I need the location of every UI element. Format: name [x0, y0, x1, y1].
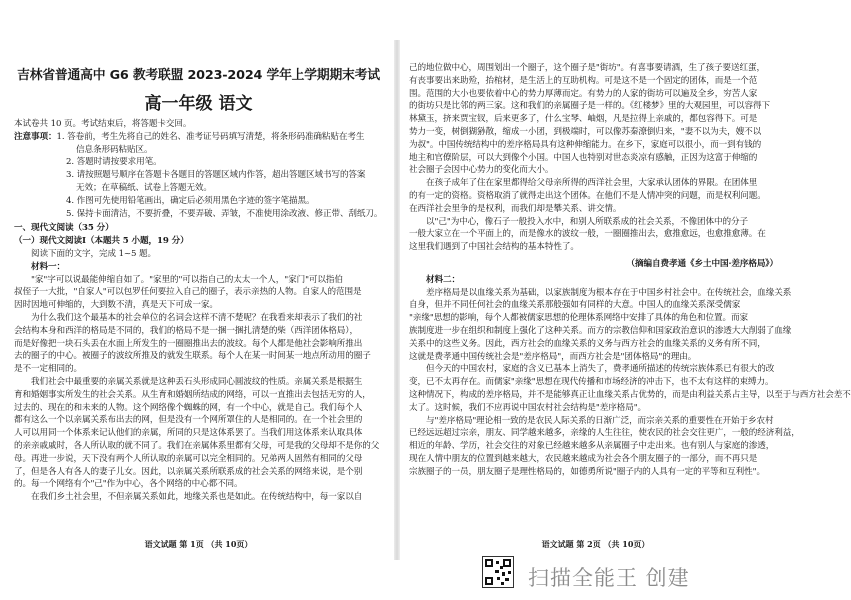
material-2-body — [409, 287, 851, 479]
passage-line: 一般大家立在一个平面上的，而是像水的波纹一般，一圈圈推出去，愈推愈远，也愈推愈薄。在 — [409, 229, 766, 240]
subsection-heading: （一）现代文阅读Ⅰ（本题共 5 小题，19 分） — [14, 236, 189, 247]
passage-line: 为叔"。中国传统结构中的差序格局具有这种伸缩能力。在乡下，家庭可以很小，而一到有钱的 — [409, 139, 762, 150]
note-item: 2. 答题时请按要求用笔。 — [66, 157, 162, 168]
passage-line: 因时因地可伸缩的，大到数不清，真是天下可成一家。 — [14, 300, 218, 311]
passage-line: 都有这么一个以亲属关系布出去的网，但是没有一个网所罩住的人是相同的。在一个社会里的 — [14, 415, 363, 426]
material-label: 材料二： — [426, 274, 460, 285]
passage-continued — [409, 62, 778, 177]
passage-line: 的有一定的资格。资格取消了就得走出这个团体。在他们不是人情冲突的问题，而是权利问题。 — [409, 190, 766, 201]
passage-line: 而是好像把一块石头丢在水面上所发生的一圈圈推出去的波纹。每个人都是他社会影响所推出 — [14, 338, 363, 349]
passage-line: 但今天的中国农村，家庭的含义已基本上消失了，费孝通所描述的传统宗族体系已有很大的改 — [426, 364, 775, 375]
passage-line: 过去的、现在的和未来的人物。这个网络像个蜘蛛的网，有一个中心，就是自己。我们每个人 — [14, 402, 363, 413]
reading-instruction: 阅读下面的文字，完成 1~5 题。 — [31, 248, 157, 259]
material-label: 材料一： — [31, 261, 65, 272]
passage-line: 已经远远超过宗亲，朋友、同学越来越多，亲缘的人生往往，使农民的社会交往更广，一般的经济利益， — [409, 428, 800, 439]
note-item: 无效；在草稿纸、试卷上答题无效。 — [76, 182, 212, 193]
passage-line: 变，已不太再存在。而儒家"亲缘"思想在现代传播和市场经济的冲击下，也不太有这样的束缚力。 — [409, 377, 774, 388]
passage-line: 母。再进一步说，天下没有两个人所认取的亲属可以完全相同的。兄弟两人固然有相同的父母 — [14, 453, 363, 464]
passage-line: 在西洋社会里争的是权利，而我们却是攀关系、讲交情。 — [409, 203, 622, 214]
passage-line: 社会圈子会因中心势力的变化而大小。 — [409, 165, 554, 176]
passage-line: 差序格局是以血缘关系为基础，以家族制度为根本存在于中国乡村社会中。在传统社会，血缘关系 — [426, 287, 792, 298]
passage-line: 会结构本身和西洋的格局是不同的，我们的格局不是一捆一捆扎清楚的柴（西洋团体格局）， — [14, 325, 358, 336]
passage-line: 以"己"为中心，像石子一般投入水中，和别人所联系成的社会关系，不像团体中的分子 — [426, 216, 748, 227]
passage-line: 在孩子成年了住在家里都得给父母亲所得的西洋社会里，大家承认团体的界限。在团体里 — [426, 178, 758, 189]
passage-line: 林黛玉，挤来贾宝钗，后来更多了，什么宝琴、岫烟，凡是拉得上亲戚的，都包容得下。可是 — [409, 114, 758, 125]
note-item: 4. 作图可先使用铅笔画出，确定后必须用黑色字迹的签字笔描黑。 — [66, 195, 315, 206]
note-item: 信息条形码粘贴区。 — [76, 144, 153, 155]
notes-label: 注意事项： — [14, 131, 57, 142]
passage-line: 了，但是各人有各人的妻子儿女。因此，以亲属关系所联系成的社会关系的网络来说，是个别 — [14, 466, 363, 477]
scanner-watermark: 扫描全能王 创建 — [528, 566, 690, 590]
note-item: 3. 请按照题号顺序在答题卡各题目的答题区域内作答，超出答题区域书写的答案 — [66, 170, 366, 181]
passage-line: 势力一变，树倒猢狲散，缩成一小团，到极端时，可以像苏秦潦倒归来，"妻不以为夫，嫂不以 — [409, 126, 762, 137]
left-page — [0, 0, 397, 600]
paragraph — [409, 216, 778, 254]
passage-line: 育和婚姻事实所发生的社会关系。从生育和婚姻所结成的网络，可以一直推出去包括无穷的人， — [14, 389, 371, 400]
passage-line: 的亲亲戚戚时，各人所认取的就不同了。我们在亲属体系里都有父母，可是我的父母却不是你的父 — [14, 440, 380, 451]
passage-line: 这就是费孝通中国传统社会是"差序格局"，而西方社会是"团体格局"的理由。 — [409, 351, 697, 362]
passage-line: 己的地位做中心，周围划出一个圈子，这个圈子是"街坊"。有喜事要请酒，生了孩子要送红蛋， — [409, 63, 765, 73]
passage-line: 人可以用同一个体系来记认他们的亲属，所同的只是这体系罢了。当我们用这体系来认取具体 — [14, 428, 363, 439]
passage-line: 族制度进一步在组织和制度上强化了这种关系。而方的宗教信仰和国家政治意识的渗透大大削弱了血缘 — [409, 325, 792, 336]
passage-line: 去的圈子的中心。被圈子的波纹所推及的就发生联系。每个人在某一时间某一地点所动用的圈子 — [14, 351, 371, 362]
source-citation: （摘编自费孝通《乡土中国·差序格局》） — [626, 258, 778, 269]
passage-body — [14, 274, 383, 504]
passage-line: 叔侄子一大批，"自家人"可以包罗任何要拉入自己的圈子，表示亲热的人物。自家人的范围是 — [14, 287, 362, 298]
passage-line: 宗族圈子的一员，朋友圈子是理性格局的，如德勇所说"圈子内的人具有一定的平等和互利性"。 — [409, 466, 765, 477]
page-footer: 语文试题 第 1页 （共 10页） — [144, 539, 253, 549]
passage-line: 自身，但并不同任何社会的血缘关系那般强如有同样的大意。中国人的血缘关系深受儒家 — [409, 300, 741, 311]
passage-line: 太了。这时候，我们不应再说中国农村社会结构是"差序格局"。 — [409, 402, 647, 413]
grade-title: 高一年级 语文 — [144, 94, 253, 114]
passage-line: 地主和官僚阶层，可以大到像个小国。中国人也特别对世态炎凉有感触，正因为这富于伸缩的 — [409, 152, 758, 163]
passage-line: 的街坊只是比邻的两三家。这和我们的亲属圈子是一样的。《红楼梦》里的大观园里，可以容得下 — [409, 101, 770, 112]
exam-title: 吉林省普通高中 G6 教考联盟 2023-2024 学年上学期期末考试 — [17, 68, 380, 83]
note-item: 1. 答卷前，考生先将自己的姓名、准考证号码填写清楚，将条形码准确粘贴在考生 — [56, 131, 365, 142]
passage-line: 在我们乡土社会里，不但亲属关系如此，地缘关系也是如此。在传统结构中，每一家以自 — [31, 492, 363, 503]
passage-line: "家"字可以说最能伸缩自如了。"家里的"可以指自己的太太一个人，"家门"可以指伯 — [31, 274, 343, 285]
paragraph — [409, 177, 778, 215]
qr-code-icon — [482, 556, 514, 588]
passage-line: 这里我们遇到了中国社会结构的基本特性了。 — [409, 242, 579, 253]
passage-line: 这种情况下，构成的差序格局，并不是能够真正让血缘关系占优势的，而是由利益关系占主导，以至于与西方社会差不 — [409, 389, 851, 400]
passage-line: 现在人情中朋友的位置到越来越大，农民越来越成为社会各个朋友圈子的一部分，而不再只是 — [409, 453, 758, 464]
passage-line: 围。范围的大小也要依着中心的势力厚薄而定。有势力的人家的街坊可以遍及全乡，穷苦人家 — [409, 88, 758, 99]
passage-line: 我们社会中最重要的亲属关系就是这种丢石头形成同心圆波纹的性质。亲属关系是根据生 — [31, 376, 363, 387]
right-page — [397, 0, 851, 600]
exam-intro: 本试卷共 10 页。考试结束后，将答题卡交回。 — [14, 119, 192, 129]
passage-line: 相近的年龄、学历，社会交往的对象已经越来越多从亲属圈子中走出来。也有别人与家庭的渗透， — [409, 441, 775, 452]
passage-line: 为什么我们这个最基本的社会单位的名词会这样不清不楚呢？在我看来却表示了我们的社 — [31, 312, 363, 323]
passage-line: 关系中的这些义务。因此，西方社会的血缘关系的义务与西方社会的血缘关系的义务有所不同， — [409, 338, 766, 349]
passage-line: 的。每一个网络有个"己"作为中心，各个网络的中心都不同。 — [14, 479, 243, 490]
page-footer: 语文试题 第 2页 （共 10页） — [541, 539, 650, 549]
note-item: 5. 保持卡面清洁，不要折叠，不要弄破、弄皱，不准使用涂改液、修正带、刮纸刀。 — [66, 208, 383, 219]
passage-line: 有丧事要出来助殓，抬棺材，是生活上的互助机构。可是这不是一个固定的团体，而是一个范 — [409, 75, 758, 86]
section-heading: 一、现代文阅读（35 分） — [14, 223, 114, 234]
passage-line: 是不一定相同的。 — [14, 364, 82, 375]
passage-line: 与"差序格局"理论相一致的是农民人际关系的日渐广泛，而宗亲关系的重要性在开始于乡农村 — [426, 415, 774, 426]
exam-notes — [14, 131, 383, 221]
passage-line: "亲缘"思想的影响，每个人都被儒家思想的伦理体系网络中安排了具体的角色和位置。而家 — [409, 313, 748, 324]
